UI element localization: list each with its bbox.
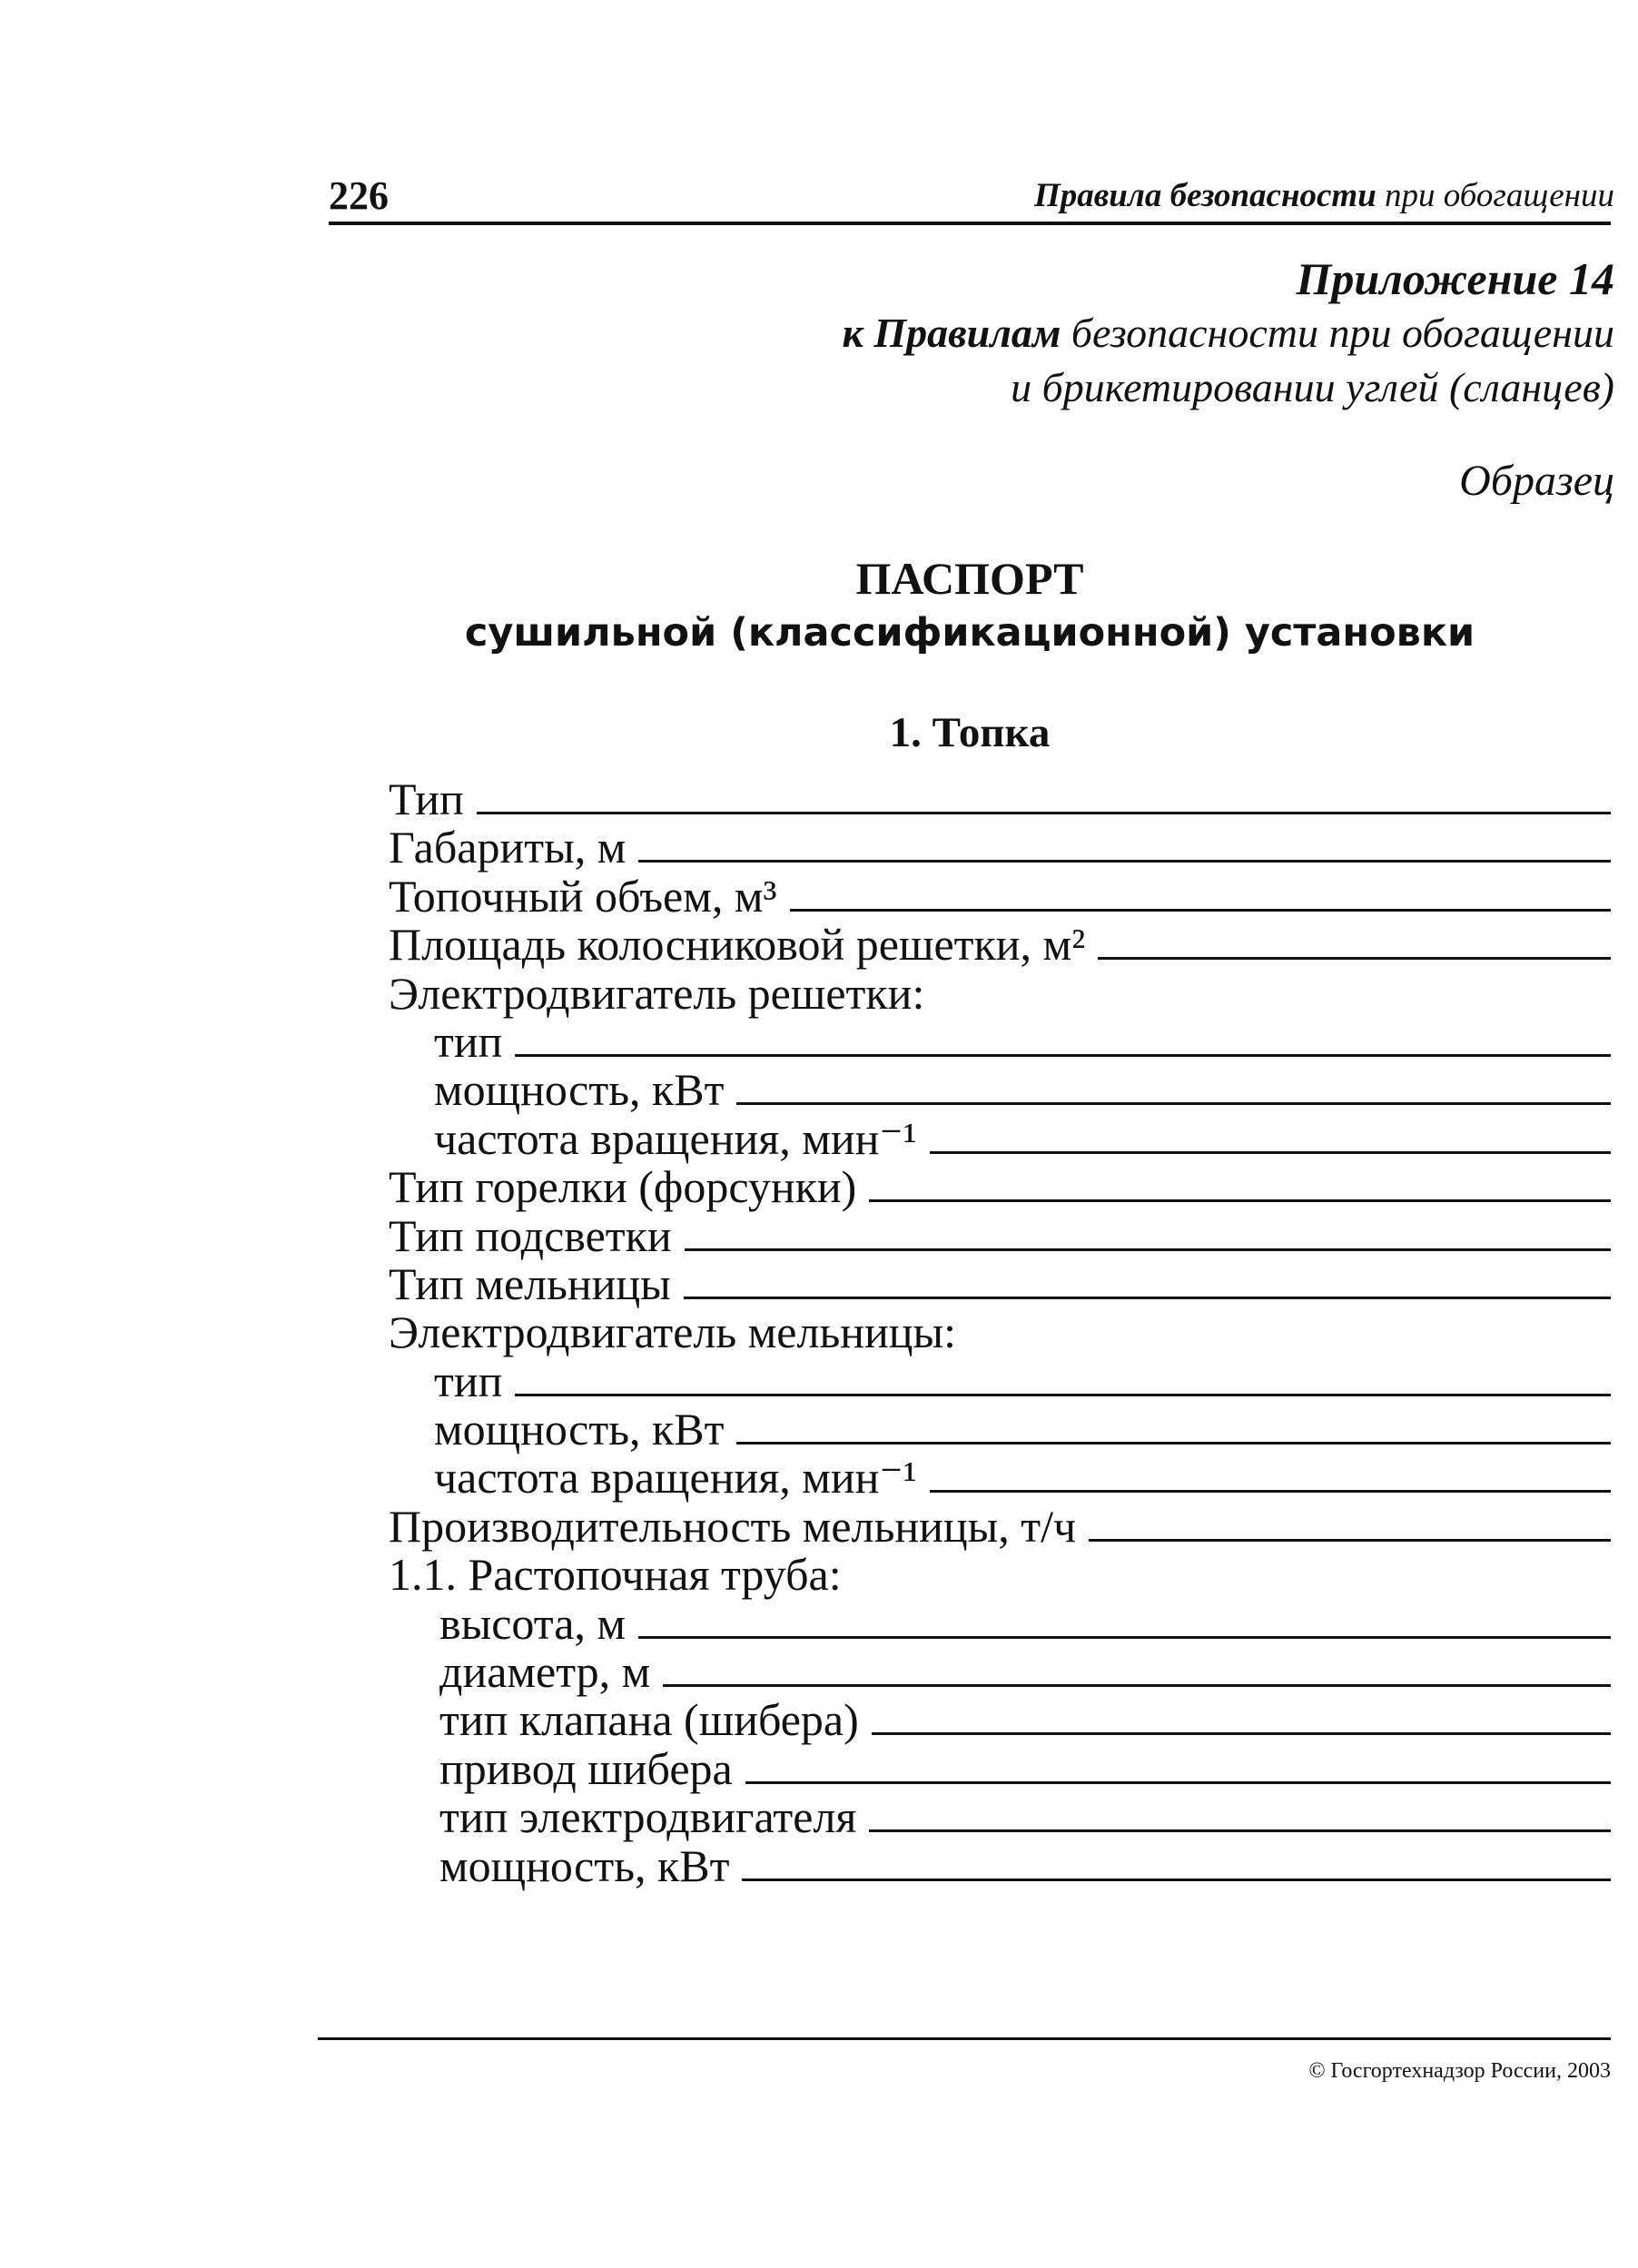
fill-in-line[interactable] <box>736 1405 1611 1445</box>
fill-in-line[interactable] <box>663 1648 1611 1687</box>
fill-in-line[interactable] <box>638 1600 1611 1639</box>
form-field <box>389 1648 1611 1696</box>
form-field <box>389 1742 1611 1794</box>
form-field <box>389 1454 1611 1502</box>
fill-in-line[interactable] <box>515 1357 1611 1396</box>
field-label: частота вращения, мин⁻¹ <box>434 1112 917 1164</box>
form-field <box>389 1209 1611 1261</box>
field-label: Тип <box>389 774 464 824</box>
form-fields <box>389 775 1611 1890</box>
running-header-rest: при обогащении <box>1376 177 1614 214</box>
fill-in-line[interactable] <box>872 1696 1611 1735</box>
form-group-heading <box>389 1308 1611 1356</box>
form-field <box>389 921 1611 969</box>
fill-in-line[interactable] <box>685 1212 1611 1251</box>
header-rule <box>329 222 1611 225</box>
appendix-subtitle-line2: и брикетировании углей (сланцев) <box>1011 364 1614 410</box>
field-label: Производительность мельницы, т/ч <box>389 1500 1077 1552</box>
form-field <box>389 1257 1611 1309</box>
field-label: тип клапана (шибера) <box>439 1694 859 1746</box>
field-label: высота, м <box>439 1597 627 1649</box>
form-field <box>389 1066 1611 1114</box>
field-label: 1.1. Растопочная труба: <box>389 1549 842 1601</box>
running-header-bold: Правила безопасности <box>1034 177 1377 214</box>
field-label: Габариты, м <box>389 822 627 873</box>
appendix-title: Приложение 14 <box>1296 253 1614 304</box>
form-group-heading <box>389 1551 1611 1599</box>
field-label: Тип горелки (форсунки) <box>389 1161 857 1213</box>
fill-in-line[interactable] <box>736 1066 1611 1105</box>
form-field <box>389 1500 1611 1552</box>
fill-in-line[interactable] <box>790 873 1611 912</box>
field-label: Тип подсветки <box>389 1209 672 1261</box>
fill-in-line[interactable] <box>477 775 1611 814</box>
form-field <box>389 1357 1611 1405</box>
page-number: 226 <box>329 173 389 218</box>
field-label: привод шибера <box>439 1742 733 1794</box>
fill-in-line[interactable] <box>930 1454 1611 1493</box>
running-header <box>706 176 1614 215</box>
sample-label: Образец <box>1459 457 1614 505</box>
fill-in-line[interactable] <box>742 1842 1611 1881</box>
form-field <box>389 1597 1611 1649</box>
fill-in-line[interactable] <box>869 1163 1611 1202</box>
copyright: © Госгортехнадзор России, 2003 <box>1308 2059 1611 2083</box>
field-label: тип <box>434 1355 503 1406</box>
fill-in-line[interactable] <box>515 1018 1611 1057</box>
field-label: Электродвигатель решетки: <box>389 967 925 1019</box>
section-heading: 1. Топка <box>889 709 1051 756</box>
footer-rule <box>318 2037 1611 2040</box>
field-label: частота вращения, мин⁻¹ <box>434 1452 917 1504</box>
appendix-subtitle-bold: к Правилам <box>842 310 1061 356</box>
form-field <box>389 823 1611 872</box>
form-field <box>389 870 1611 922</box>
form-field <box>389 1839 1611 1891</box>
form-group-heading <box>389 967 1611 1019</box>
form-field <box>389 1163 1611 1211</box>
form-field <box>389 1112 1611 1164</box>
fill-in-line[interactable] <box>638 823 1611 863</box>
field-label: мощность, кВт <box>434 1064 725 1116</box>
field-label: Тип мельницы <box>389 1257 671 1309</box>
form-field <box>389 1015 1611 1067</box>
form-field <box>389 1405 1611 1454</box>
form-field <box>389 1793 1611 1841</box>
field-label: диаметр, м <box>439 1646 651 1698</box>
document-title: ПАСПОРТ <box>855 553 1084 604</box>
fill-in-line[interactable] <box>1098 921 1611 960</box>
field-label: Электродвигатель мельницы: <box>389 1307 956 1358</box>
field-label: Топочный объем, м³ <box>389 870 777 922</box>
appendix-subtitle-line1 <box>434 309 1614 357</box>
field-label: мощность, кВт <box>439 1839 730 1891</box>
field-label: тип <box>434 1015 503 1067</box>
fill-in-line[interactable] <box>930 1115 1611 1154</box>
fill-in-line[interactable] <box>684 1260 1611 1299</box>
fill-in-line[interactable] <box>1089 1503 1611 1542</box>
field-label: Площадь колосниковой решетки, м² <box>389 919 1086 971</box>
fill-in-line[interactable] <box>869 1793 1611 1832</box>
document-subtitle: сушильной (классификационной) установки <box>464 610 1475 656</box>
form-field <box>389 1696 1611 1744</box>
field-label: мощность, кВт <box>434 1404 725 1455</box>
field-label: тип электродвигателя <box>439 1791 857 1843</box>
appendix-subtitle-rest: безопасности при обогащении <box>1061 310 1614 356</box>
fill-in-line[interactable] <box>745 1745 1611 1784</box>
form-field <box>389 775 1611 823</box>
